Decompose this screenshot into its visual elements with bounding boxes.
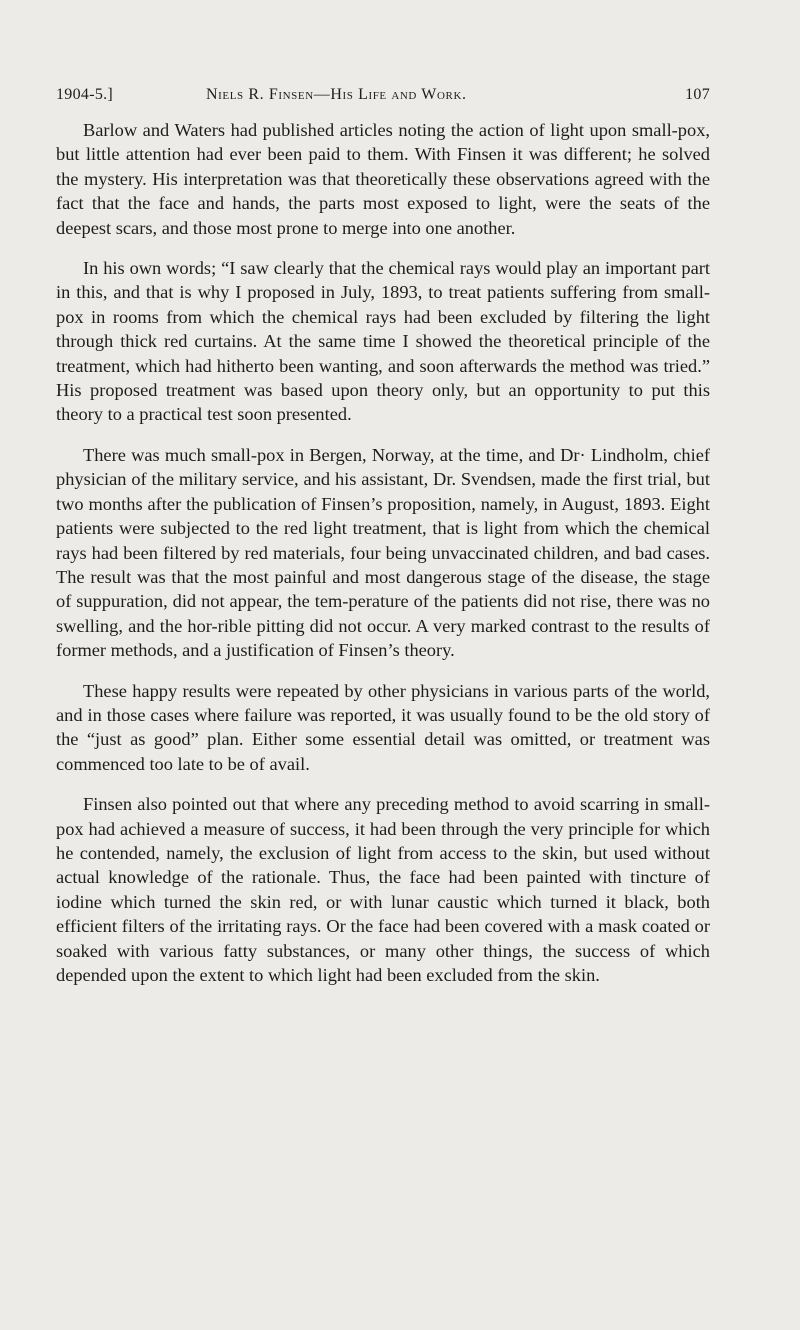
paragraph-4: These happy results were repeated by other physicians in various parts of the world, and in those cases where failure was reported, it was usually found to be the old story of the “just as good” plan. Either some essential detail was omitted, or treatment was commenced too late to be of avail. bbox=[56, 680, 710, 774]
paragraph-5: Finsen also pointed out that where any preceding method to avoid scarring in small-pox had achieved a measure of success, it had been through the very principle for which he contended, namely, the exclusion of light from access to the skin, but used without actual knowledge of the rationale. Thus, the face had been painted with tincture of iodine which turned the skin red, or with lunar caustic which turned it black, both efficient filters of the irritating rays. Or the face had been covered with a mask coated or soaked with various fatty substances, or many other things, the success of which depended upon the extent to which light had been excluded from the skin. bbox=[56, 794, 710, 985]
paragraph-1: Barlow and Waters had published articles noting the action of light upon small-pox, but little attention had ever been paid to them. With Finsen it was different; he solved the mystery. His interpretation was that theoretically these observations agreed with the fact that the face and hands, the parts most exposed to light, were the seats of the deepest scars, and those most prone to merge into one another. bbox=[56, 120, 710, 238]
paragraph-3: There was much small-pox in Bergen, Norway, at the time, and Dr· Lindholm, chief physician of the military service, and his assistant, Dr. Svendsen, made the first trial, but two months after the publication of Finsen’s proposition, namely, in August, 1893. Eight patients were subjected to the red light treatment, that is light from which the chemical rays had been filtered by red materials, four being unvaccinated children, and bad cases. The result was that the most painful and most dangerous stage of the disease, the stage of suppuration, did not appear, the tem-perature of the patients did not rise, there was no swelling, and the hor-rible pitting did not occur. A very marked contrast to the results of former methods, and a justification of Finsen’s theory. bbox=[56, 444, 710, 661]
paragraph-2: In his own words; “I saw clearly that the chemical rays would play an important part in this, and that is why I proposed in July, 1893, to treat patients suffering from small-pox in rooms from which the chemical rays had been excluded by filtering the light through thick red curtains. At the same time I showed the theoretical principle of the treatment, which had hitherto been wanting, and soon afterwards the method was tried.” His proposed treatment was based upon theory only, but an opportunity to put this theory to a practical test soon presented. bbox=[56, 258, 710, 425]
volume-years: 1904-5.] bbox=[56, 86, 114, 103]
chapter-title: Niels R. Finsen—His Life and Work. bbox=[206, 86, 467, 103]
page-number: 107 bbox=[685, 86, 710, 103]
running-head bbox=[56, 86, 710, 110]
body-text bbox=[56, 118, 710, 1003]
